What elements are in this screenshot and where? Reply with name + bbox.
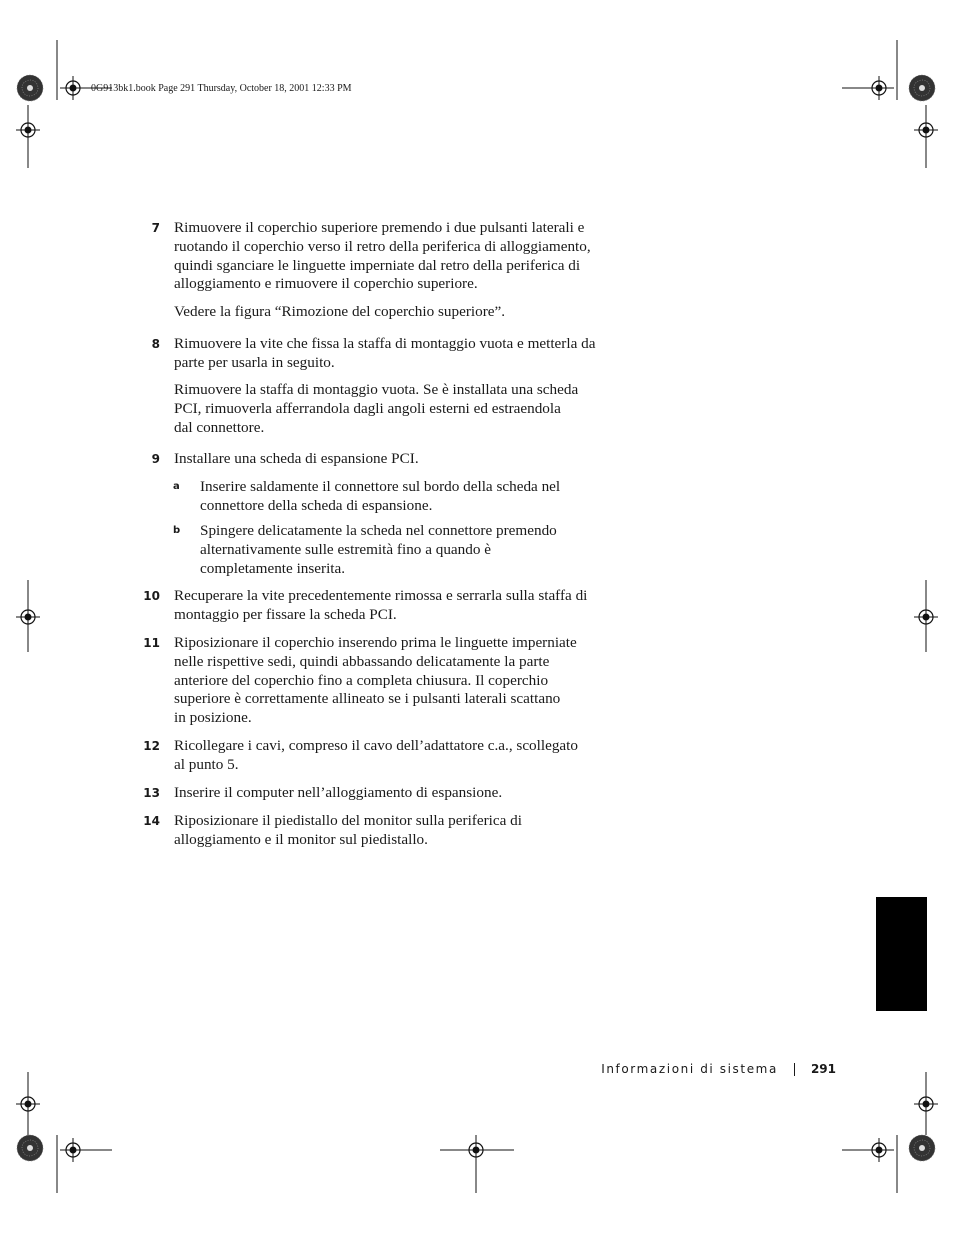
note-line: PCI, rimuoverla afferrandola dagli angoli esterni ed estraendola (174, 399, 561, 417)
substep-letter: b (173, 525, 181, 536)
step-number: 7 (151, 221, 160, 235)
print-slug: 0G913bk1.book Page 291 Thursday, October 18, 2001 12:33 PM (91, 83, 352, 94)
chapter-thumb-tab (876, 897, 927, 1011)
substep-line: Spingere delicatamente la scheda nel connettore premendo (200, 522, 557, 539)
figure-reference: Vedere la figura “Rimozione del coperchio superiore”. (174, 303, 506, 320)
substep-line: completamente inserita. (200, 559, 346, 577)
step-line: parte per usarla in seguito. (174, 353, 335, 371)
step-8-note (174, 381, 624, 437)
page-footer (601, 1062, 836, 1076)
step-line: Riposizionare il coperchio inserendo prima le linguette imperniate (174, 634, 577, 651)
substep-line: Inserire saldamente il connettore sul bordo della scheda nel (200, 478, 561, 495)
substep-b (173, 522, 620, 578)
step-number: 8 (151, 337, 160, 351)
step-10 (143, 587, 624, 625)
step-line: alloggiamento e rimuovere il coperchio superiore. (174, 275, 478, 293)
step-14 (143, 812, 624, 850)
step-9 (151, 450, 624, 469)
step-line: anteriore del coperchio fino a completa chiusura. Il coperchio (174, 671, 549, 689)
step-line: superiore è correttamente allineato se i pulsanti laterali scattano (174, 690, 561, 708)
footer-section-title: Informazioni di sistema (601, 1062, 778, 1076)
step-line: Rimuovere il coperchio superiore premendo i due pulsanti laterali e (174, 219, 585, 236)
step-line: Installare una scheda di espansione PCI. (174, 450, 419, 467)
step-number: 13 (143, 786, 160, 800)
step-line: ruotando il coperchio verso il retro della periferica di alloggiamento, (174, 237, 591, 255)
substep-line: connettore della scheda di espansione. (200, 496, 433, 514)
step-8 (151, 335, 624, 373)
step-11 (143, 634, 624, 728)
step-number: 9 (151, 452, 160, 466)
step-line: Recuperare la vite precedentemente rimossa e serrarla sulla staffa di (174, 587, 588, 604)
step-line: Riposizionare il piedistallo del monitor sulla periferica di (174, 812, 522, 829)
step-line: Ricollegare i cavi, compreso il cavo dell’adattatore c.a., scollegato (174, 737, 578, 754)
step-line: montaggio per fissare la scheda PCI. (174, 605, 397, 623)
step-12 (143, 737, 624, 775)
step-line: quindi sganciare le linguette imperniate dal retro della periferica di (174, 256, 581, 274)
substep-a (173, 478, 620, 516)
step-number: 10 (143, 589, 160, 603)
step-number: 11 (143, 636, 160, 650)
step-line: Inserire il computer nell’alloggiamento di espansione. (174, 784, 503, 801)
step-number: 12 (143, 739, 160, 753)
page-number: 291 (810, 1062, 836, 1076)
step-13 (143, 784, 624, 803)
step-line: Rimuovere la vite che fissa la staffa di montaggio vuota e metterla da (174, 335, 596, 352)
step-line: al punto 5. (174, 755, 239, 773)
step-number: 14 (143, 814, 160, 828)
note-line: Rimuovere la staffa di montaggio vuota. Se è installata una scheda (174, 381, 579, 398)
step-line: in posizione. (174, 709, 252, 727)
substep-line: alternativamente sulle estremità fino a quando è (200, 540, 491, 558)
step-line: alloggiamento e il monitor sul piedistallo. (174, 830, 428, 848)
step-7 (151, 219, 624, 294)
step-line: nelle rispettive sedi, quindi abbassando delicatamente la parte (174, 652, 550, 670)
note-line: dal connettore. (174, 418, 265, 436)
substep-letter: a (173, 481, 180, 492)
footer-separator (794, 1063, 795, 1076)
